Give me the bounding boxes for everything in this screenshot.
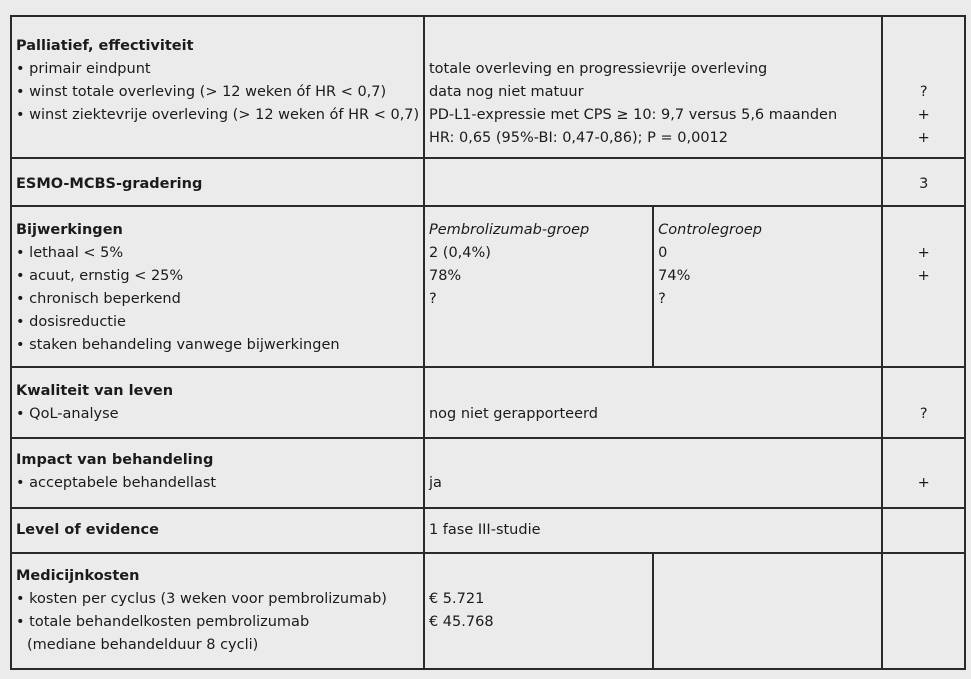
evidence-title: Level of evidence bbox=[16, 522, 159, 538]
row-palliatief bbox=[11, 16, 965, 158]
palliatief-value: totale overleving en progressievrije overleving bbox=[428, 61, 768, 77]
kosten-label: (mediane behandelduur 8 cycli) bbox=[27, 637, 259, 653]
palliatief-label-cell bbox=[11, 16, 424, 158]
row-kwaliteit bbox=[11, 367, 965, 438]
kosten-title: Medicijnkosten bbox=[16, 568, 140, 584]
bijwerkingen-label: • dosisreductie bbox=[16, 314, 126, 330]
assessment-table bbox=[10, 15, 966, 670]
kosten-label: • kosten per cyclus (3 weken voor pembrolizumab) bbox=[16, 591, 387, 607]
kwaliteit-score: ? bbox=[919, 406, 928, 422]
control-group-header: Controlegroep bbox=[658, 222, 762, 238]
bijwerkingen-label: • chronisch beperkend bbox=[16, 291, 181, 307]
impact-score: + bbox=[917, 475, 930, 491]
evidence-label-cell bbox=[11, 508, 424, 553]
palliatief-label: • winst totale overleving (> 12 weken óf HR < 0,7) bbox=[16, 84, 387, 100]
kwaliteit-label: • QoL-analyse bbox=[16, 406, 119, 422]
palliatief-value: data nog niet matuur bbox=[428, 84, 584, 100]
kosten-value: € 5.721 bbox=[428, 591, 485, 607]
esmo-score: 3 bbox=[919, 176, 929, 192]
evidence-score-cell bbox=[882, 508, 965, 553]
kosten-value-cell bbox=[424, 553, 653, 669]
impact-value: ja bbox=[428, 475, 442, 491]
bijwerkingen-label-cell bbox=[11, 206, 424, 367]
esmo-value-cell bbox=[424, 158, 882, 206]
pembrolizumab-group-value: 2 (0,4%) bbox=[428, 245, 491, 261]
palliatief-value-cell bbox=[424, 16, 882, 158]
kwaliteit-value: nog niet gerapporteerd bbox=[428, 406, 598, 422]
row-kosten bbox=[11, 553, 965, 669]
kosten-label-cell bbox=[11, 553, 424, 669]
control-group-value: ? bbox=[658, 291, 666, 307]
row-evidence bbox=[11, 508, 965, 553]
kwaliteit-score-cell bbox=[882, 367, 965, 438]
bijwerkingen-score: + bbox=[917, 268, 930, 284]
row-impact bbox=[11, 438, 965, 508]
control-group-cell bbox=[653, 206, 882, 367]
kosten-label: • totale behandelkosten pembrolizumab bbox=[16, 614, 310, 630]
kosten-score-cell bbox=[882, 553, 965, 669]
kwaliteit-label-cell bbox=[11, 367, 424, 438]
palliatief-score: ? bbox=[919, 84, 928, 100]
palliatief-label: • primair eindpunt bbox=[16, 61, 151, 77]
impact-value-cell bbox=[424, 438, 882, 508]
esmo-label-cell bbox=[11, 158, 424, 206]
bijwerkingen-label: • lethaal < 5% bbox=[16, 245, 124, 261]
palliatief-score-cell bbox=[882, 16, 965, 158]
kosten-extra-cell bbox=[653, 553, 882, 669]
pembrolizumab-group-value: 78% bbox=[428, 268, 462, 284]
kosten-value: € 45.768 bbox=[428, 614, 494, 630]
pembrolizumab-group-cell bbox=[424, 206, 653, 367]
bijwerkingen-score-cell bbox=[882, 206, 965, 367]
esmo-score-cell bbox=[882, 158, 965, 206]
control-group-value: 74% bbox=[658, 268, 691, 284]
pembrolizumab-group-value: ? bbox=[428, 291, 437, 307]
impact-title: Impact van behandeling bbox=[16, 452, 214, 468]
palliatief-score: + bbox=[917, 130, 930, 146]
palliatief-value: HR: 0,65 (95%-BI: 0,47-0,86); P = 0,0012 bbox=[428, 130, 729, 146]
assessment-table-container bbox=[10, 15, 966, 668]
bijwerkingen-label: • staken behandeling vanwege bijwerkingen bbox=[16, 337, 340, 353]
palliatief-label: • winst ziektevrije overleving (> 12 weken óf HR < 0,7) bbox=[16, 107, 420, 123]
esmo-title: ESMO-MCBS-gradering bbox=[16, 176, 203, 192]
impact-label: • acceptabele behandellast bbox=[16, 475, 217, 491]
kwaliteit-title: Kwaliteit van leven bbox=[16, 383, 174, 399]
pembrolizumab-group-header: Pembrolizumab-groep bbox=[428, 222, 590, 238]
impact-label-cell bbox=[11, 438, 424, 508]
bijwerkingen-label: • acuut, ernstig < 25% bbox=[16, 268, 184, 284]
evidence-value: 1 fase III-studie bbox=[428, 522, 541, 538]
row-bijwerkingen bbox=[11, 206, 965, 367]
impact-score-cell bbox=[882, 438, 965, 508]
palliatief-title: Palliatief, effectiviteit bbox=[16, 38, 194, 54]
palliatief-value: PD-L1-expressie met CPS ≥ 10: 9,7 versus 5,6 maanden bbox=[428, 107, 838, 123]
kwaliteit-value-cell bbox=[424, 367, 882, 438]
control-group-value: 0 bbox=[658, 245, 668, 261]
evidence-value-cell bbox=[424, 508, 882, 553]
palliatief-score: + bbox=[917, 107, 930, 123]
bijwerkingen-score: + bbox=[917, 245, 930, 261]
row-esmo bbox=[11, 158, 965, 206]
bijwerkingen-title: Bijwerkingen bbox=[16, 222, 123, 238]
